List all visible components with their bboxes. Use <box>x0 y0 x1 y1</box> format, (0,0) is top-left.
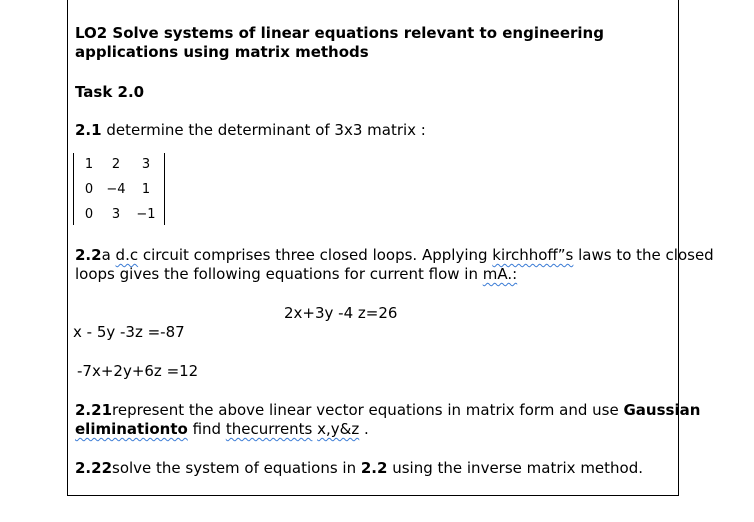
text: eliminationto <box>75 420 188 438</box>
matrix-cell: −4 <box>106 182 126 197</box>
text: mA.: <box>482 265 518 283</box>
matrix-cell: 1 <box>84 157 94 172</box>
text: loops gives the following equations for current flow in <box>75 265 483 283</box>
text: find <box>187 420 226 438</box>
matrix-cell: 2 <box>111 157 121 172</box>
text: a <box>101 246 116 264</box>
text: using the inverse matrix method. <box>387 459 644 477</box>
task-heading: Task 2.0 <box>75 83 145 101</box>
determinant-matrix <box>73 153 165 225</box>
learning-outcome-line2: applications using matrix methods <box>75 43 369 61</box>
question-2-2-line2 <box>75 265 517 284</box>
question-number: 2.2 <box>75 246 102 264</box>
text: circuit comprises three closed loops. Applying <box>138 246 493 264</box>
question-number: 2.22 <box>75 459 113 477</box>
equation-1: 2x+3y -4 z=26 <box>284 304 398 322</box>
question-2-21-line1 <box>75 401 700 420</box>
text: x,y&z <box>317 420 360 438</box>
matrix-cell: 0 <box>84 182 94 197</box>
question-2-2-line1 <box>75 246 714 265</box>
matrix-cell: 0 <box>84 207 94 222</box>
equation-3: -7x+2y+6z =12 <box>77 362 199 380</box>
text: solve the system of equations in <box>112 459 361 477</box>
text: d.c <box>115 246 139 264</box>
text: thecurrents <box>225 420 313 438</box>
question-2-21-line2 <box>75 420 369 439</box>
learning-outcome-line1: LO2 Solve systems of linear equations relevant to engineering <box>75 24 604 42</box>
matrix-cell: −1 <box>136 207 156 222</box>
text: kirchhoff”s <box>492 246 574 264</box>
text: Gaussian <box>623 401 701 419</box>
question-number: 2.21 <box>75 401 113 419</box>
question-2-1 <box>75 121 426 140</box>
equation-2: x - 5y -3z =-87 <box>73 323 185 341</box>
question-number: 2.1 <box>75 121 102 139</box>
text: represent the above linear vector equations in matrix form and use <box>112 401 624 419</box>
text: 2.2 <box>360 459 388 477</box>
question-text: determine the determinant of 3x3 matrix : <box>106 121 426 139</box>
matrix-cell: 3 <box>141 157 151 172</box>
matrix-cell: 3 <box>111 207 121 222</box>
text: laws to the closed <box>573 246 714 264</box>
text: . <box>359 420 369 438</box>
question-2-22 <box>75 459 643 478</box>
matrix-cell: 1 <box>141 182 151 197</box>
